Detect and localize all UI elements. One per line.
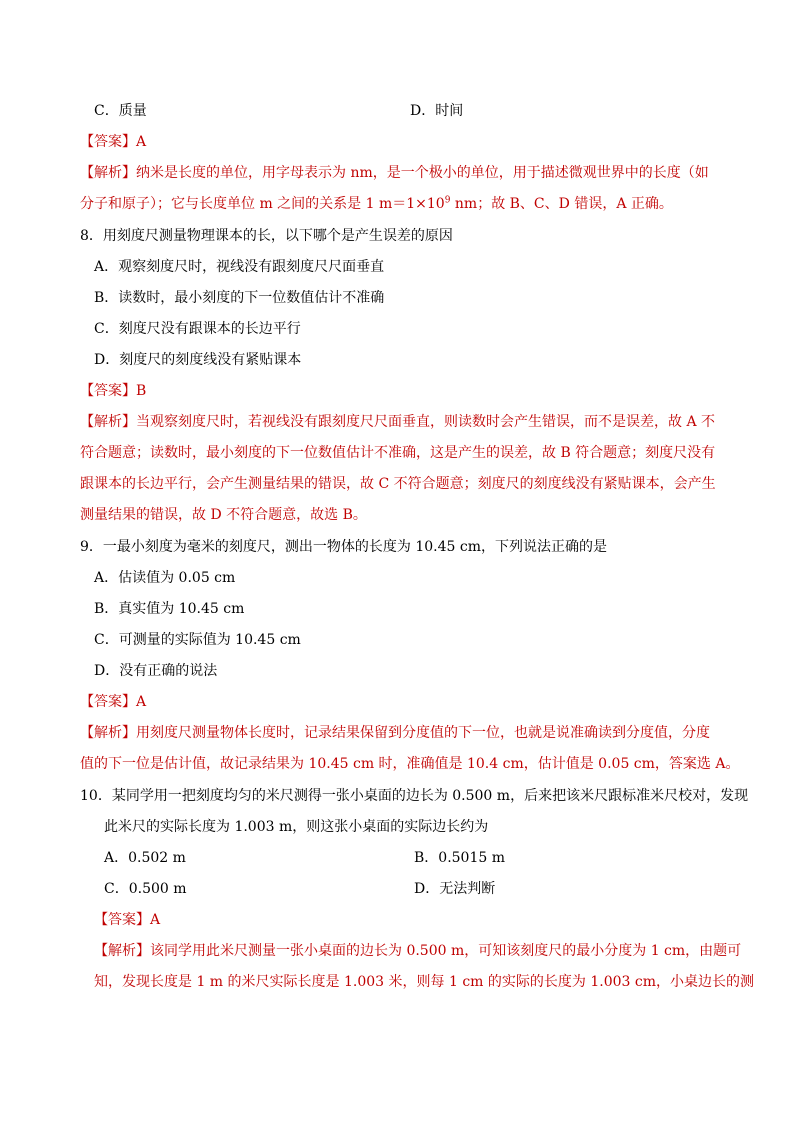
analysis-label: 【解析】 — [80, 165, 136, 181]
q9-option-c: C．可测量的实际值为 10.45 cm — [94, 632, 301, 648]
q8-answer — [80, 381, 146, 401]
q9-option-d: D．没有正确的说法 — [94, 663, 218, 679]
q9-analysis-line-1 — [80, 723, 710, 743]
q8-option-d: D．刻度尺的刻度线没有紧贴课本 — [94, 352, 302, 368]
answer-value: A — [150, 912, 161, 928]
q7-analysis-line-2 — [80, 194, 673, 214]
q10-option-c: C．0.500 m — [104, 881, 187, 897]
q8-option-a: A．观察刻度尺时，视线没有跟刻度尺尺面垂直 — [94, 259, 385, 275]
q10-analysis-line-1 — [94, 941, 741, 961]
q8-analysis-line-4: 测量结果的错误，故 D 不符合题意，故选 B。 — [80, 507, 367, 523]
q10-answer — [94, 910, 160, 930]
answer-value: A — [136, 694, 147, 710]
answer-label: 【答案】 — [80, 134, 136, 150]
analysis-text: 纳米是长度的单位，用字母表示为 nm，是一个极小的单位，用于描述微观世界中的长度（如 — [136, 165, 709, 181]
answer-value: B — [136, 383, 147, 399]
q7-option-c: C．质量 — [94, 103, 147, 119]
q8-analysis-line-2: 符合题意；读数时，最小刻度的下一位数值估计不准确，这是产生的误差，故 B 符合题意；刻度尺没有 — [80, 445, 716, 461]
answer-label: 【答案】 — [94, 912, 150, 928]
analysis-text: 分子和原子）；它与长度单位 m 之间的关系是 1 m＝1×10 — [80, 196, 445, 212]
q10-option-d: D．无法判断 — [414, 881, 496, 897]
q10-option-b: B．0.5015 m — [414, 850, 505, 866]
analysis-label: 【解析】 — [94, 943, 150, 959]
q8-analysis-line-3: 跟课本的长边平行，会产生测量结果的错误，故 C 不符合题意；刻度尺的刻度线没有紧贴课本，会产生 — [80, 476, 716, 492]
answer-label: 【答案】 — [80, 383, 136, 399]
q8-analysis-line-1 — [80, 412, 715, 432]
q9-option-a: A．估读值为 0.05 cm — [94, 570, 236, 586]
answer-label: 【答案】 — [80, 694, 136, 710]
q8-option-b: B．读数时，最小刻度的下一位数值估计不准确 — [94, 290, 385, 306]
q9-stem: 9．一最小刻度为毫米的刻度尺，测出一物体的长度为 10.45 cm，下列说法正确的是 — [80, 539, 608, 555]
q9-answer — [80, 692, 146, 712]
analysis-text: nm；故 B、C、D 错误，A 正确。 — [450, 196, 673, 212]
q10-stem-line-2: 此米尺的实际长度为 1.003 m，则这张小桌面的实际边长约为 — [104, 819, 489, 835]
q9-option-b: B．真实值为 10.45 cm — [94, 601, 245, 617]
q10-analysis-line-2: 知，发现长度是 1 m 的米尺实际长度是 1.003 米，则每 1 cm 的实际的长度为 1.003 cm，小桌边长的测 — [94, 974, 754, 990]
q7-answer — [80, 132, 146, 152]
analysis-text: 用刻度尺测量物体长度时，记录结果保留到分度值的下一位，也就是说准确读到分度值，分度 — [136, 725, 710, 741]
analysis-text: 当观察刻度尺时，若视线没有跟刻度尺尺面垂直，则读数时会产生错误，而不是误差，故 A 不 — [136, 414, 716, 430]
q7-analysis-line-1 — [80, 163, 709, 183]
q7-option-d: D．时间 — [410, 103, 464, 119]
analysis-label: 【解析】 — [80, 414, 136, 430]
answer-value: A — [136, 134, 147, 150]
q9-analysis-line-2: 值的下一位是估计值，故记录结果为 10.45 cm 时，准确值是 10.4 cm，估计值是 0.05 cm，答案选 A。 — [80, 756, 740, 772]
q8-stem: 8．用刻度尺测量物理课本的长，以下哪个是产生误差的原因 — [80, 228, 453, 244]
analysis-text: 该同学用此米尺测量一张小桌面的边长为 0.500 m，可知该刻度尺的最小分度为 1 cm，由题可 — [150, 943, 742, 959]
analysis-label: 【解析】 — [80, 725, 136, 741]
q10-stem-line-1: 10．某同学用一把刻度均匀的米尺测得一张小桌面的边长为 0.500 m，后来把该米尺跟标准米尺校对，发现 — [80, 788, 749, 804]
q8-option-c: C．刻度尺没有跟课本的长边平行 — [94, 321, 301, 337]
q10-option-a: A．0.502 m — [104, 850, 186, 866]
exponent: 9 — [444, 195, 451, 206]
